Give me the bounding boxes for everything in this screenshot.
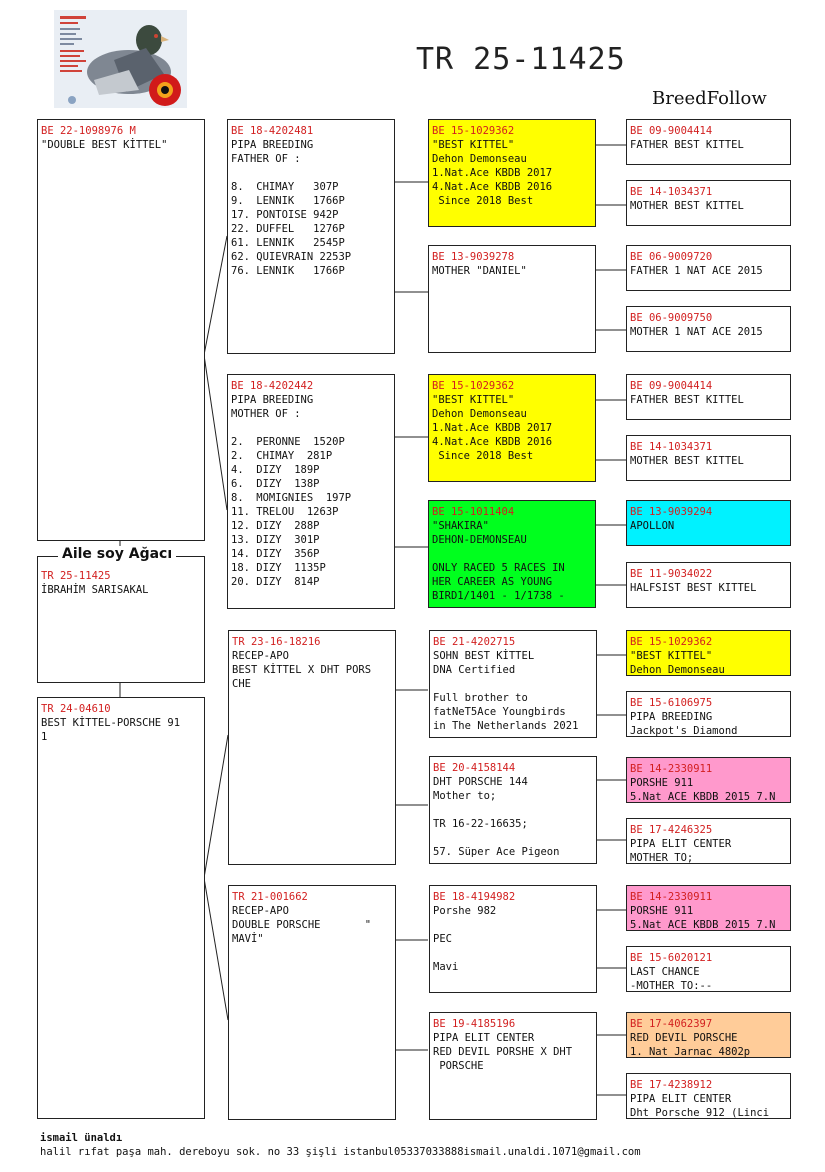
gen4-box[interactable] bbox=[626, 306, 791, 352]
gen4-details: FATHER BEST KITTEL bbox=[630, 139, 744, 151]
gen3-box[interactable] bbox=[428, 374, 596, 482]
gen4-details: PIPA ELIT CENTER Dht Porsche 912 (Linci bbox=[630, 1093, 770, 1119]
gen3-details: Porshe 982 PEC Mavi bbox=[433, 905, 497, 973]
dam-box[interactable] bbox=[37, 697, 205, 1119]
owner-contact: halil rıfat paşa mah. dereboyu sok. no 33 şişli istanbul05337033888ismail.unaldi.1071@gmail.com bbox=[40, 1146, 641, 1158]
gen3-ring-id: BE 21-4202715 bbox=[433, 636, 516, 648]
gen4-ring-id: BE 14-1034371 bbox=[630, 186, 713, 198]
gen4-details: LAST CHANCE -MOTHER TO:-- bbox=[630, 966, 713, 992]
gen2-details: RECEP-APO DOUBLE PORSCHE " MAVİ" bbox=[232, 905, 372, 945]
gen4-details: PIPA ELIT CENTER MOTHER TO; bbox=[630, 838, 732, 864]
pedigree-ring-title: TR 25-11425 bbox=[416, 42, 626, 77]
gen3-ring-id: BE 19-4185196 bbox=[433, 1018, 516, 1030]
dam-details: BEST KİTTEL-PORSCHE 91 1 bbox=[41, 717, 181, 743]
gen3-details: "SHAKIRA" DEHON-DEMONSEAU ONLY RACED 5 RACES IN HER CAREER AS YOUNG BIRD1/1401 - 1/1738 - bbox=[432, 520, 565, 602]
gen3-box[interactable] bbox=[429, 1012, 597, 1120]
gen4-box[interactable] bbox=[626, 691, 791, 737]
gen3-ring-id: BE 18-4194982 bbox=[433, 891, 516, 903]
gen3-details: PIPA ELIT CENTER RED DEVIL PORSHE X DHT PORSCHE bbox=[433, 1032, 573, 1072]
gen3-box[interactable] bbox=[428, 500, 596, 608]
gen4-details: FATHER 1 NAT ACE 2015 bbox=[630, 265, 763, 277]
gen4-ring-id: BE 14-1034371 bbox=[630, 441, 713, 453]
gen3-details: MOTHER "DANIEL" bbox=[432, 265, 527, 277]
gen4-ring-id: BE 06-9009750 bbox=[630, 312, 713, 324]
gen4-box[interactable] bbox=[626, 500, 791, 546]
gen4-details: MOTHER BEST KITTEL bbox=[630, 455, 744, 467]
gen4-box[interactable] bbox=[626, 946, 791, 992]
gen4-ring-id: BE 15-1029362 bbox=[630, 636, 713, 648]
gen4-ring-id: BE 15-6020121 bbox=[630, 952, 713, 964]
brand-label: BreedFollow bbox=[652, 88, 767, 109]
gen2-details: PIPA BREEDING MOTHER OF : 2. PERONNE 1520P 2. CHIMAY 281P 4. DIZY 189P 6. DIZY 138P 8. MOMIGNIES 197P 11. TRELOU 1263P 12. DIZY 288P 13. DIZY 301P 14. DIZY 356P 18. DIZY 1135P 20. DIZY 814P bbox=[231, 394, 352, 588]
gen3-details: "BEST KITTEL" Dehon Demonseau 1.Nat.Ace KBDB 2017 4.Nat.Ace KBDB 2016 Since 2018 Best bbox=[432, 394, 553, 462]
gen4-box[interactable] bbox=[626, 630, 791, 676]
sire-ring-id: BE 22-1098976 M bbox=[41, 125, 136, 137]
gen2-ring-id: BE 18-4202481 bbox=[231, 125, 314, 137]
pigeon-photo bbox=[54, 10, 187, 108]
gen2-box[interactable] bbox=[228, 885, 396, 1120]
gen4-ring-id: BE 09-9004414 bbox=[630, 125, 713, 137]
gen4-details: PIPA BREEDING Jackpot's Diamond bbox=[630, 711, 738, 737]
gen4-ring-id: BE 15-6106975 bbox=[630, 697, 713, 709]
gen4-details: PORSHE 911 5.Nat ACE KBDB 2015 7.N bbox=[630, 777, 776, 803]
gen2-box[interactable] bbox=[228, 630, 396, 865]
gen4-details: MOTHER 1 NAT ACE 2015 bbox=[630, 326, 763, 338]
gen2-ring-id: TR 23-16-18216 bbox=[232, 636, 321, 648]
gen4-ring-id: BE 13-9039294 bbox=[630, 506, 713, 518]
gen2-ring-id: BE 18-4202442 bbox=[231, 380, 314, 392]
gen4-details: "BEST KITTEL" Dehon Demonseau bbox=[630, 650, 725, 676]
gen3-box[interactable] bbox=[429, 630, 597, 738]
sire-box[interactable] bbox=[37, 119, 205, 541]
gen4-ring-id: BE 06-9009720 bbox=[630, 251, 713, 263]
gen3-box[interactable] bbox=[428, 245, 596, 353]
gen4-details: HALFSIST BEST KITTEL bbox=[630, 582, 757, 594]
gen3-details: "BEST KITTEL" Dehon Demonseau 1.Nat.Ace KBDB 2017 4.Nat.Ace KBDB 2016 Since 2018 Best bbox=[432, 139, 553, 207]
sire-details: "DOUBLE BEST KİTTEL" bbox=[41, 139, 168, 151]
gen3-details: SOHN BEST KİTTEL DNA Certified Full brother to fatNeT5Ace Youngbirds in The Netherlands 2021 bbox=[433, 650, 579, 732]
gen3-ring-id: BE 15-1011404 bbox=[432, 506, 515, 518]
gen4-box[interactable] bbox=[626, 180, 791, 226]
gen4-ring-id: BE 11-9034022 bbox=[630, 568, 713, 580]
gen4-details: MOTHER BEST KITTEL bbox=[630, 200, 744, 212]
gen4-ring-id: BE 09-9004414 bbox=[630, 380, 713, 392]
family-tree-label: Aile soy Ağacı bbox=[58, 546, 176, 562]
dam-ring-id: TR 24-04610 bbox=[41, 703, 111, 715]
gen3-box[interactable] bbox=[429, 756, 597, 864]
gen3-ring-id: BE 15-1029362 bbox=[432, 125, 515, 137]
gen4-box[interactable] bbox=[626, 245, 791, 291]
gen4-box[interactable] bbox=[626, 119, 791, 165]
gen4-box[interactable] bbox=[626, 757, 791, 803]
gen4-details: PORSHE 911 5.Nat ACE KBDB 2015 7.N bbox=[630, 905, 776, 931]
gen4-box[interactable] bbox=[626, 818, 791, 864]
subject-owner: İBRAHİM SARISAKAL bbox=[41, 584, 149, 596]
gen2-details: PIPA BREEDING FATHER OF : 8. CHIMAY 307P 9. LENNIK 1766P 17. PONTOISE 942P 22. DUFFEL 1276P 61. LENNIK 2545P 62. QUIEVRAIN 2253P 76. LENNIK 1766P bbox=[231, 139, 352, 277]
gen4-box[interactable] bbox=[626, 1012, 791, 1058]
gen4-details: RED DEVIL PORSCHE 1. Nat Jarnac 4802p bbox=[630, 1032, 751, 1058]
gen3-ring-id: BE 13-9039278 bbox=[432, 251, 515, 263]
gen2-details: RECEP-APO BEST KİTTEL X DHT PORS CHE bbox=[232, 650, 372, 690]
gen3-ring-id: BE 15-1029362 bbox=[432, 380, 515, 392]
gen4-ring-id: BE 17-4238912 bbox=[630, 1079, 713, 1091]
gen2-ring-id: TR 21-001662 bbox=[232, 891, 308, 903]
gen4-ring-id: BE 14-2330911 bbox=[630, 891, 713, 903]
gen4-box[interactable] bbox=[626, 562, 791, 608]
gen3-box[interactable] bbox=[428, 119, 596, 227]
gen4-details: APOLLON bbox=[630, 520, 675, 532]
gen4-ring-id: BE 17-4062397 bbox=[630, 1018, 713, 1030]
gen3-box[interactable] bbox=[429, 885, 597, 993]
gen3-details: DHT PORSCHE 144 Mother to; TR 16-22-16635; 57. Süper Ace Pigeon bbox=[433, 776, 560, 858]
gen4-box[interactable] bbox=[626, 1073, 791, 1119]
gen4-details: FATHER BEST KITTEL bbox=[630, 394, 744, 406]
gen4-box[interactable] bbox=[626, 435, 791, 481]
footer bbox=[40, 1131, 641, 1159]
gen4-box[interactable] bbox=[626, 374, 791, 420]
owner-name: ismail ünaldı bbox=[40, 1132, 123, 1144]
gen2-box[interactable] bbox=[227, 374, 395, 609]
subject-box[interactable] bbox=[37, 556, 205, 683]
gen3-ring-id: BE 20-4158144 bbox=[433, 762, 516, 774]
gen4-box[interactable] bbox=[626, 885, 791, 931]
subject-ring-id: TR 25-11425 bbox=[41, 570, 111, 582]
gen2-box[interactable] bbox=[227, 119, 395, 354]
gen4-ring-id: BE 14-2330911 bbox=[630, 763, 713, 775]
gen4-ring-id: BE 17-4246325 bbox=[630, 824, 713, 836]
